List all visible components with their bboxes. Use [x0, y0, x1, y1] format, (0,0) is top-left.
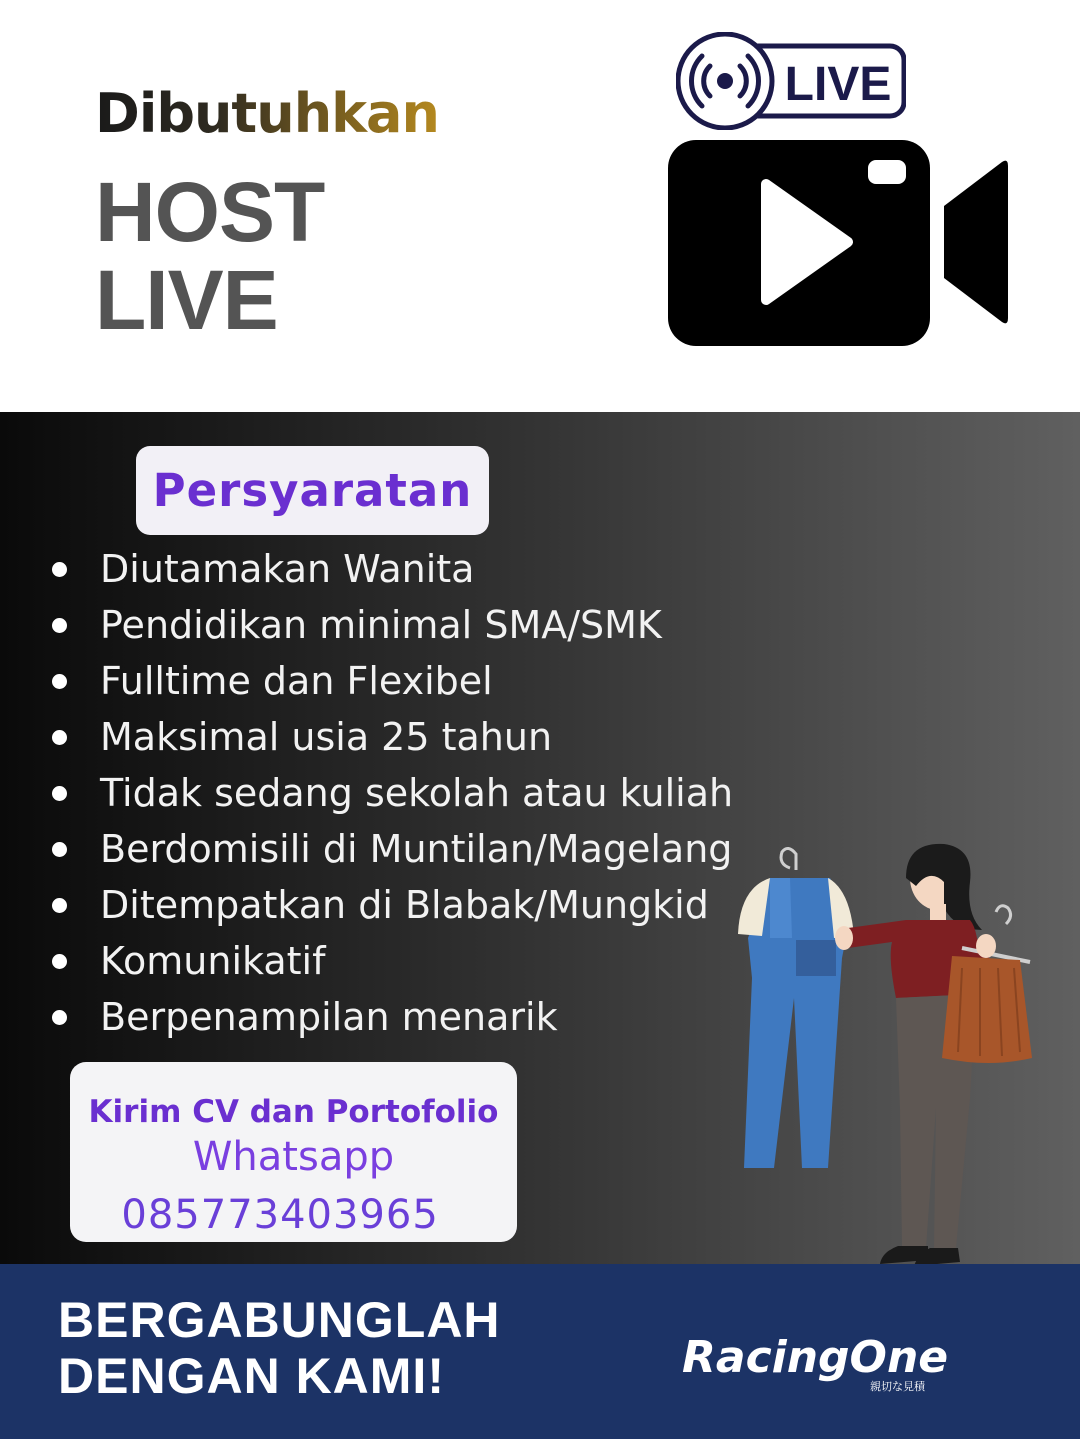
title-line-1: HOST [95, 165, 325, 259]
bullet-icon [52, 898, 67, 913]
page-title [95, 165, 325, 347]
live-badge-icon [676, 32, 906, 130]
bullet-icon [52, 786, 67, 801]
list-item [0, 989, 733, 1045]
requirement-text: Fulltime dan Flexibel [100, 659, 493, 703]
contact-instruction: Kirim CV dan Portofolio [88, 1094, 499, 1130]
kicker-text: Dibutuhkan [95, 82, 439, 145]
video-camera-icon [668, 140, 1013, 350]
list-item [0, 877, 733, 933]
bullet-icon [52, 1010, 67, 1025]
woman-holding-clothes-illustration [730, 838, 1050, 1288]
requirement-text: Maksimal usia 25 tahun [100, 715, 553, 759]
contact-box [70, 1062, 517, 1242]
bullet-icon [52, 842, 67, 857]
requirement-text: Berdomisili di Muntilan/Magelang [100, 827, 733, 871]
join-line-1: BERGABUNGLAH [58, 1292, 501, 1348]
bullet-icon [52, 954, 67, 969]
list-item [0, 821, 733, 877]
requirements-title: Persyaratan [152, 464, 473, 517]
title-line-2: LIVE [95, 253, 278, 347]
list-item [0, 597, 733, 653]
contact-phone[interactable]: 085773403965 [121, 1192, 439, 1238]
requirement-text: Komunikatif [100, 939, 326, 983]
live-badge-label: LIVE [784, 58, 892, 111]
requirement-text: Tidak sedang sekolah atau kuliah [100, 771, 734, 815]
racingone-logo [680, 1326, 980, 1396]
brand-tagline: 親切な見積 [870, 1380, 925, 1393]
list-item [0, 933, 733, 989]
list-item [0, 541, 733, 597]
bullet-icon [52, 562, 67, 577]
requirements-title-box [136, 446, 489, 535]
list-item [0, 765, 733, 821]
requirement-text: Diutamakan Wanita [100, 547, 475, 591]
list-item [0, 709, 733, 765]
requirement-text: Pendidikan minimal SMA/SMK [100, 603, 662, 647]
join-line-2: DENGAN KAMI! [58, 1348, 445, 1404]
list-item [0, 653, 733, 709]
bullet-icon [52, 730, 67, 745]
join-slogan [58, 1292, 501, 1404]
requirement-text: Berpenampilan menarik [100, 995, 558, 1039]
contact-channel[interactable]: Whatsapp [192, 1134, 395, 1180]
requirements-list [0, 541, 733, 1045]
brand-name: RacingOne [682, 1332, 949, 1383]
bullet-icon [52, 618, 67, 633]
requirement-text: Ditempatkan di Blabak/Mungkid [100, 883, 709, 927]
bullet-icon [52, 674, 67, 689]
